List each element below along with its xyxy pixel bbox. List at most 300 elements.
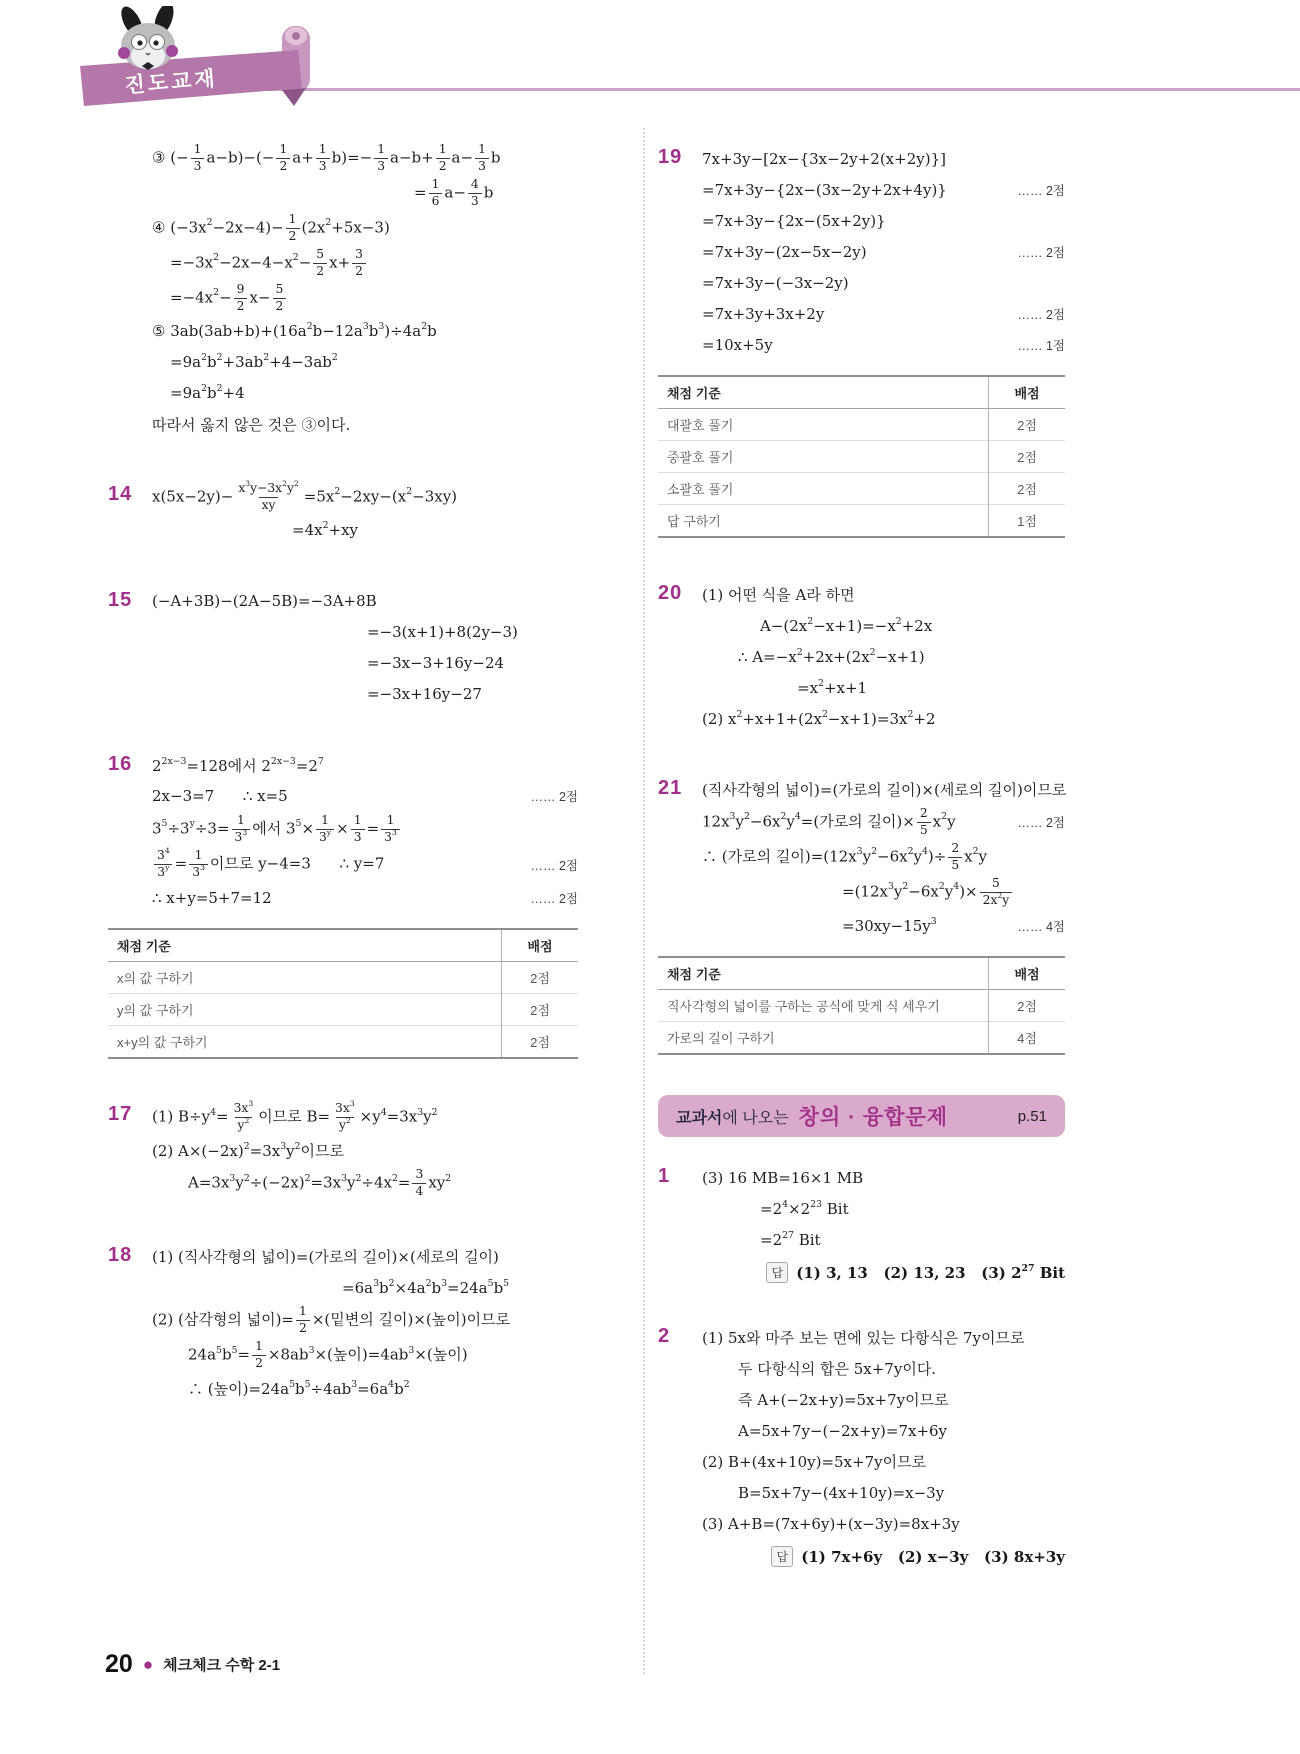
math-text: a−b+ xyxy=(390,148,434,167)
fraction-denominator xyxy=(154,864,172,881)
math-text: =(12x xyxy=(842,882,888,901)
math-line xyxy=(367,685,482,703)
superscript xyxy=(210,1107,216,1118)
math-text: 3 xyxy=(729,811,736,823)
math-text: y xyxy=(735,812,744,831)
points-cell: 2점 xyxy=(502,962,579,994)
math-text: y xyxy=(423,1107,432,1126)
math-line xyxy=(702,1327,1025,1348)
math-text: 3 xyxy=(193,158,202,173)
superscript xyxy=(973,846,979,857)
math-text: − xyxy=(298,253,312,272)
fraction xyxy=(316,813,334,846)
criteria-cell xyxy=(658,505,989,538)
math-text: 5 xyxy=(216,1344,222,1356)
math-text: 2x−3=7 ∴ x=5 xyxy=(152,787,288,806)
math-text: =x xyxy=(797,678,819,697)
math-text: y xyxy=(235,1173,244,1192)
problem-block xyxy=(658,578,1065,735)
solution-line xyxy=(152,142,578,175)
superscript xyxy=(810,1199,822,1210)
math-text: =24a xyxy=(447,1278,488,1297)
solution-line xyxy=(188,1167,578,1200)
math-text: 5 xyxy=(951,857,960,872)
math-text: 2 xyxy=(263,352,270,364)
math-line xyxy=(152,212,390,245)
solution-lines xyxy=(152,140,578,441)
math-text: 2 xyxy=(907,708,914,720)
math-text: 1 xyxy=(377,142,386,156)
superscript xyxy=(355,1173,361,1184)
fraction-denominator xyxy=(980,892,1013,909)
superscript xyxy=(417,1107,423,1118)
solution-line xyxy=(367,649,578,678)
math-line xyxy=(152,787,288,805)
math-text: b xyxy=(294,1380,305,1399)
math-text: 1 xyxy=(321,812,329,827)
superscript xyxy=(263,352,269,363)
math-text: 7 xyxy=(317,755,324,767)
superscript xyxy=(323,520,329,531)
solution-line xyxy=(188,1374,578,1403)
math-text: 1 xyxy=(431,176,440,191)
math-text: 이므로 y−4=3 ∴ y=7 xyxy=(209,854,385,873)
grading-header-points: 배점 xyxy=(989,957,1066,990)
superscript xyxy=(165,863,169,872)
fraction-numerator xyxy=(475,142,489,158)
math-text: ×(높이)=4ab xyxy=(314,1345,409,1364)
fraction-numerator xyxy=(316,142,330,158)
math-line xyxy=(367,654,504,672)
math-line xyxy=(170,353,338,371)
fraction xyxy=(234,282,248,315)
math-text: 3 xyxy=(441,1277,448,1289)
math-line xyxy=(702,584,855,605)
math-text: 3 xyxy=(349,1099,355,1109)
math-line xyxy=(797,679,867,697)
fraction-denominator xyxy=(468,193,482,210)
dog-mascot-icon xyxy=(106,6,192,72)
solution-line xyxy=(842,876,1065,909)
solution-line xyxy=(702,237,1065,266)
math-text: 3 xyxy=(157,848,165,863)
criteria-cell xyxy=(658,473,989,505)
math-text: 5 xyxy=(991,875,1000,890)
solution-line xyxy=(152,478,578,514)
solution-line xyxy=(367,680,578,709)
math-text: 3 xyxy=(362,321,369,333)
fraction-denominator xyxy=(948,857,962,874)
math-text: 3 xyxy=(856,846,863,858)
fraction xyxy=(948,841,962,874)
math-text: y xyxy=(338,1118,346,1133)
math-text: × xyxy=(336,819,349,838)
math-text: ×(높이) xyxy=(414,1345,468,1364)
math-text: y xyxy=(913,847,922,866)
math-text: 대괄호 풀기 xyxy=(667,418,734,433)
math-text: −6x xyxy=(749,812,781,831)
math-text: 4 xyxy=(470,176,479,191)
fraction-denominator xyxy=(313,263,327,280)
superscript xyxy=(736,709,742,720)
math-text: ÷(−2x) xyxy=(249,1173,305,1192)
superscript xyxy=(404,1379,410,1390)
math-text: 2 xyxy=(201,352,207,364)
superscript xyxy=(389,1278,395,1289)
math-text: 2 xyxy=(293,478,299,488)
superscript xyxy=(432,1107,438,1118)
fraction-numerator xyxy=(989,876,1003,892)
math-text: =7x+3y−(2x−5x−2y) xyxy=(702,242,867,261)
math-text: 2 xyxy=(299,1321,307,1336)
fraction xyxy=(313,247,327,280)
superscript xyxy=(939,881,945,892)
math-text: 2 xyxy=(807,615,814,627)
problem-number: 21 xyxy=(658,777,683,799)
book-title: 체크체크 수학 2-1 xyxy=(163,1657,281,1674)
math-text: 7x+3y−[2x−{3x−2y+2(x+2y)}] xyxy=(702,149,946,168)
grading-row xyxy=(658,441,1065,473)
math-line xyxy=(188,1378,410,1399)
points-cell: 2점 xyxy=(502,994,579,1026)
math-line xyxy=(738,1484,944,1502)
grading-row xyxy=(658,409,1065,441)
math-line xyxy=(170,282,288,315)
fraction-numerator xyxy=(192,848,206,864)
math-text: xy xyxy=(428,1173,446,1192)
math-line xyxy=(152,813,402,846)
superscript xyxy=(744,811,750,822)
fraction xyxy=(189,848,208,881)
math-text: x의 값 구하기 xyxy=(117,971,194,987)
math-text: 2 xyxy=(334,486,341,498)
fraction-denominator xyxy=(412,1183,426,1200)
problem-block xyxy=(108,140,578,441)
math-text: ×(밑변의 길이)×(높이)이므로 xyxy=(311,1310,511,1329)
score-label: …… 2점 xyxy=(530,858,578,873)
math-text: 직사각형의 넓이를 구하는 공식에 맞게 식 세우기 xyxy=(667,999,940,1014)
fraction xyxy=(235,478,301,514)
solution-line xyxy=(152,212,578,245)
superscript xyxy=(200,863,205,872)
fraction xyxy=(154,845,173,881)
fraction xyxy=(412,1167,426,1200)
math-text: y xyxy=(1002,893,1010,908)
solution-lines xyxy=(152,1099,578,1202)
math-text: 2 xyxy=(282,478,287,488)
superscript xyxy=(296,818,302,829)
math-text: 3 xyxy=(408,1344,415,1356)
math-text: 2 xyxy=(780,811,787,823)
superscript xyxy=(294,479,299,488)
math-text: −x+1)=−x xyxy=(813,616,896,635)
math-text: ×8ab xyxy=(267,1345,309,1364)
solution-line xyxy=(188,1339,578,1372)
superscript xyxy=(807,616,813,627)
solution-line xyxy=(702,1163,1065,1192)
problem-block xyxy=(108,585,578,711)
section-problems xyxy=(658,1161,1065,1567)
superscript xyxy=(248,1099,253,1108)
math-text: 2 xyxy=(294,1141,301,1153)
math-text: y xyxy=(893,882,903,901)
math-text: 2 xyxy=(919,806,928,820)
fraction-numerator xyxy=(917,806,931,822)
problem-number: 14 xyxy=(108,482,133,505)
math-text: =9a xyxy=(170,384,202,403)
math-text: 2 xyxy=(152,756,162,775)
fraction xyxy=(286,212,300,245)
grading-row xyxy=(658,990,1065,1022)
fraction-numerator xyxy=(468,177,482,193)
math-text: (2) A×(−2x) xyxy=(152,1142,244,1161)
math-text: 2 xyxy=(292,252,299,264)
math-text: = xyxy=(216,1107,229,1126)
superscript xyxy=(857,846,863,857)
superscript xyxy=(441,1278,447,1289)
math-text: 3 xyxy=(930,915,937,927)
math-text: 3 xyxy=(384,829,392,844)
math-text: 2 xyxy=(216,383,223,395)
math-text: 2 xyxy=(322,520,329,532)
points-cell: 2점 xyxy=(502,1026,579,1059)
math-text: 4 xyxy=(164,845,170,855)
section-banner xyxy=(658,1095,1065,1137)
fraction-numerator xyxy=(273,282,287,298)
fraction xyxy=(980,876,1013,909)
superscript xyxy=(217,383,223,394)
math-text: 5 xyxy=(304,1379,311,1391)
grading-table xyxy=(658,956,1065,1055)
fraction-numerator xyxy=(318,813,332,829)
math-text: 2 xyxy=(255,1356,263,1371)
math-text: 2 xyxy=(951,840,960,855)
math-line xyxy=(152,1304,510,1337)
solution-line xyxy=(152,587,578,616)
math-text: =2 xyxy=(760,1230,783,1249)
math-text: 2x−3 xyxy=(270,755,296,767)
math-text: b xyxy=(206,353,217,372)
fraction-denominator xyxy=(336,1117,354,1134)
fraction-denominator xyxy=(276,158,290,175)
points-cell: 2점 xyxy=(989,409,1066,441)
math-line xyxy=(702,336,773,354)
math-text: ④ (−3x xyxy=(152,218,207,237)
solution-lines xyxy=(702,142,1065,361)
math-text: b xyxy=(221,1345,232,1364)
fraction-denominator xyxy=(381,829,400,846)
superscript xyxy=(488,1278,494,1289)
math-text: a− xyxy=(444,183,466,202)
math-text: =−3x−3+16y−24 xyxy=(367,654,505,673)
math-text: b)=− xyxy=(331,148,373,167)
math-text: 2 xyxy=(391,1172,398,1184)
solution-line xyxy=(414,177,578,210)
solution-line xyxy=(152,317,578,346)
grading-header-row xyxy=(108,929,578,962)
grading-row xyxy=(658,473,1065,505)
math-text: 1 xyxy=(353,812,362,827)
solution-line xyxy=(702,175,1065,204)
math-text: 두 다항식의 합은 5x+7y이다. xyxy=(738,1360,937,1378)
math-text: y xyxy=(286,1142,295,1161)
math-text: ∴ x+y=5+7=12 xyxy=(152,888,272,907)
fraction-denominator xyxy=(191,158,205,175)
math-text: =30xy−15y xyxy=(842,916,931,935)
math-text: =7x+3y−{2x−(3x−2y+2x+4y)} xyxy=(702,180,947,199)
math-text: =5x xyxy=(303,487,335,506)
math-text: b−12a xyxy=(312,322,363,341)
math-text: 3 xyxy=(417,1106,424,1118)
superscript xyxy=(795,811,801,822)
answer-text xyxy=(796,1264,1065,1282)
math-text: 5 xyxy=(503,1277,510,1289)
math-text: 4 xyxy=(210,1106,217,1118)
criteria-cell xyxy=(658,990,989,1022)
math-text: 2 xyxy=(941,811,948,823)
math-text: +2x+(2x xyxy=(802,647,870,666)
math-text: 27 xyxy=(782,1229,794,1241)
math-text: )× xyxy=(959,882,978,901)
math-line xyxy=(702,1169,863,1187)
math-text: 2 xyxy=(244,1116,250,1126)
superscript xyxy=(341,1173,347,1184)
math-text: x+y의 값 구하기 xyxy=(117,1035,208,1051)
math-text: 2 xyxy=(997,890,1003,900)
solution-line xyxy=(702,806,1065,839)
column-divider xyxy=(643,128,645,1674)
superscript xyxy=(782,1199,788,1210)
solution-line xyxy=(152,883,578,912)
fraction xyxy=(231,1101,257,1134)
math-text: − xyxy=(219,288,232,307)
grading-header-row xyxy=(658,376,1065,409)
solution-lines xyxy=(702,578,1065,735)
math-text: 5 xyxy=(289,1379,295,1391)
banner-title: 창의 · 융합문제 xyxy=(798,1106,949,1129)
fraction xyxy=(191,142,205,175)
math-text: 1 xyxy=(194,848,203,863)
math-text: 2 xyxy=(736,708,743,720)
math-text: 3 xyxy=(192,865,201,880)
superscript xyxy=(1022,1263,1035,1274)
grading-row xyxy=(108,1026,578,1059)
superscript xyxy=(818,678,824,689)
superscript xyxy=(232,1345,238,1356)
fraction-denominator xyxy=(429,193,443,210)
fraction xyxy=(316,142,330,175)
page-number: 20 xyxy=(105,1650,133,1678)
superscript xyxy=(351,1379,357,1390)
solution-line xyxy=(738,1478,1065,1507)
solution-line xyxy=(702,206,1065,235)
superscript xyxy=(201,383,207,394)
math-text: 12x xyxy=(702,812,730,831)
superscript xyxy=(346,1116,351,1125)
math-text: 27 xyxy=(1021,1262,1035,1274)
math-text: =7x+3y−{2x−(5x+2y)} xyxy=(702,211,886,230)
points-cell: 2점 xyxy=(989,990,1066,1022)
fraction-denominator xyxy=(252,1355,266,1372)
math-text: 4 xyxy=(388,1379,395,1391)
solution-lines xyxy=(702,1321,1065,1567)
math-text: 3 xyxy=(319,829,327,844)
fraction xyxy=(381,813,400,846)
column-left xyxy=(108,140,578,1443)
math-text: x xyxy=(932,812,942,831)
math-text: y xyxy=(286,480,294,495)
math-text: 2 xyxy=(445,1172,452,1184)
math-text: y xyxy=(326,827,332,837)
superscript xyxy=(780,811,786,822)
superscript xyxy=(931,916,937,927)
math-text: ÷4x xyxy=(361,1173,392,1192)
math-text: 2x−3 xyxy=(161,755,187,767)
math-text: 3 xyxy=(377,158,386,173)
math-text: =−3x+16y−27 xyxy=(367,685,482,704)
math-text: =128에서 2 xyxy=(186,756,271,775)
math-text: = xyxy=(174,854,188,873)
math-text: +5x−3) xyxy=(331,218,390,237)
math-text: 에서 3 xyxy=(252,819,296,838)
math-text: 2 xyxy=(743,811,750,823)
superscript xyxy=(822,709,828,720)
math-text: Bit xyxy=(1034,1263,1065,1282)
solution-line xyxy=(738,1416,1065,1445)
math-text: 2 xyxy=(972,846,979,858)
math-text: 24a xyxy=(188,1345,217,1364)
superscript xyxy=(244,1116,249,1125)
solution-line xyxy=(342,1273,578,1302)
math-text: 2 xyxy=(869,646,876,658)
grading-header-points: 배점 xyxy=(989,376,1066,409)
superscript xyxy=(207,217,213,228)
math-text: =−3x xyxy=(170,253,214,272)
math-text: =2 xyxy=(760,1199,783,1218)
fraction-denominator xyxy=(234,298,248,315)
math-text: =9a xyxy=(170,353,202,372)
math-text: (1) 3, 13 (2) 13, 23 (3) 2 xyxy=(796,1263,1022,1282)
math-text: 4 xyxy=(415,1184,424,1199)
math-text: ×y xyxy=(359,1107,381,1126)
math-text: 2 xyxy=(821,708,828,720)
math-text: 2 xyxy=(304,1172,311,1184)
math-text: x xyxy=(964,847,973,866)
superscript xyxy=(305,1379,311,1390)
math-text: b xyxy=(368,322,379,341)
math-text: A=5x+7y−(−2x+y)=7x+6y xyxy=(738,1421,948,1440)
math-text: 3 xyxy=(373,1277,379,1289)
superscript xyxy=(217,352,223,363)
fraction-denominator xyxy=(286,228,300,245)
math-line xyxy=(702,1515,960,1533)
math-text: y xyxy=(944,882,954,901)
math-text: −x+1) xyxy=(875,647,925,666)
math-text: −2xy−(x xyxy=(340,487,407,506)
superscript xyxy=(350,1099,355,1108)
fraction-numerator xyxy=(429,177,443,193)
math-text: 2 xyxy=(938,881,945,893)
fraction-denominator xyxy=(316,158,330,175)
math-text: (3) 16 MB=16×1 MB xyxy=(702,1168,864,1187)
problem-number: 2 xyxy=(658,1325,671,1347)
solution-line xyxy=(702,268,1065,297)
score-label: …… 2점 xyxy=(530,790,578,805)
grading-header-criteria: 채점 기준 xyxy=(108,929,502,962)
math-text: 2 xyxy=(213,252,220,264)
superscript xyxy=(730,811,736,822)
math-text: 3 xyxy=(245,478,251,488)
